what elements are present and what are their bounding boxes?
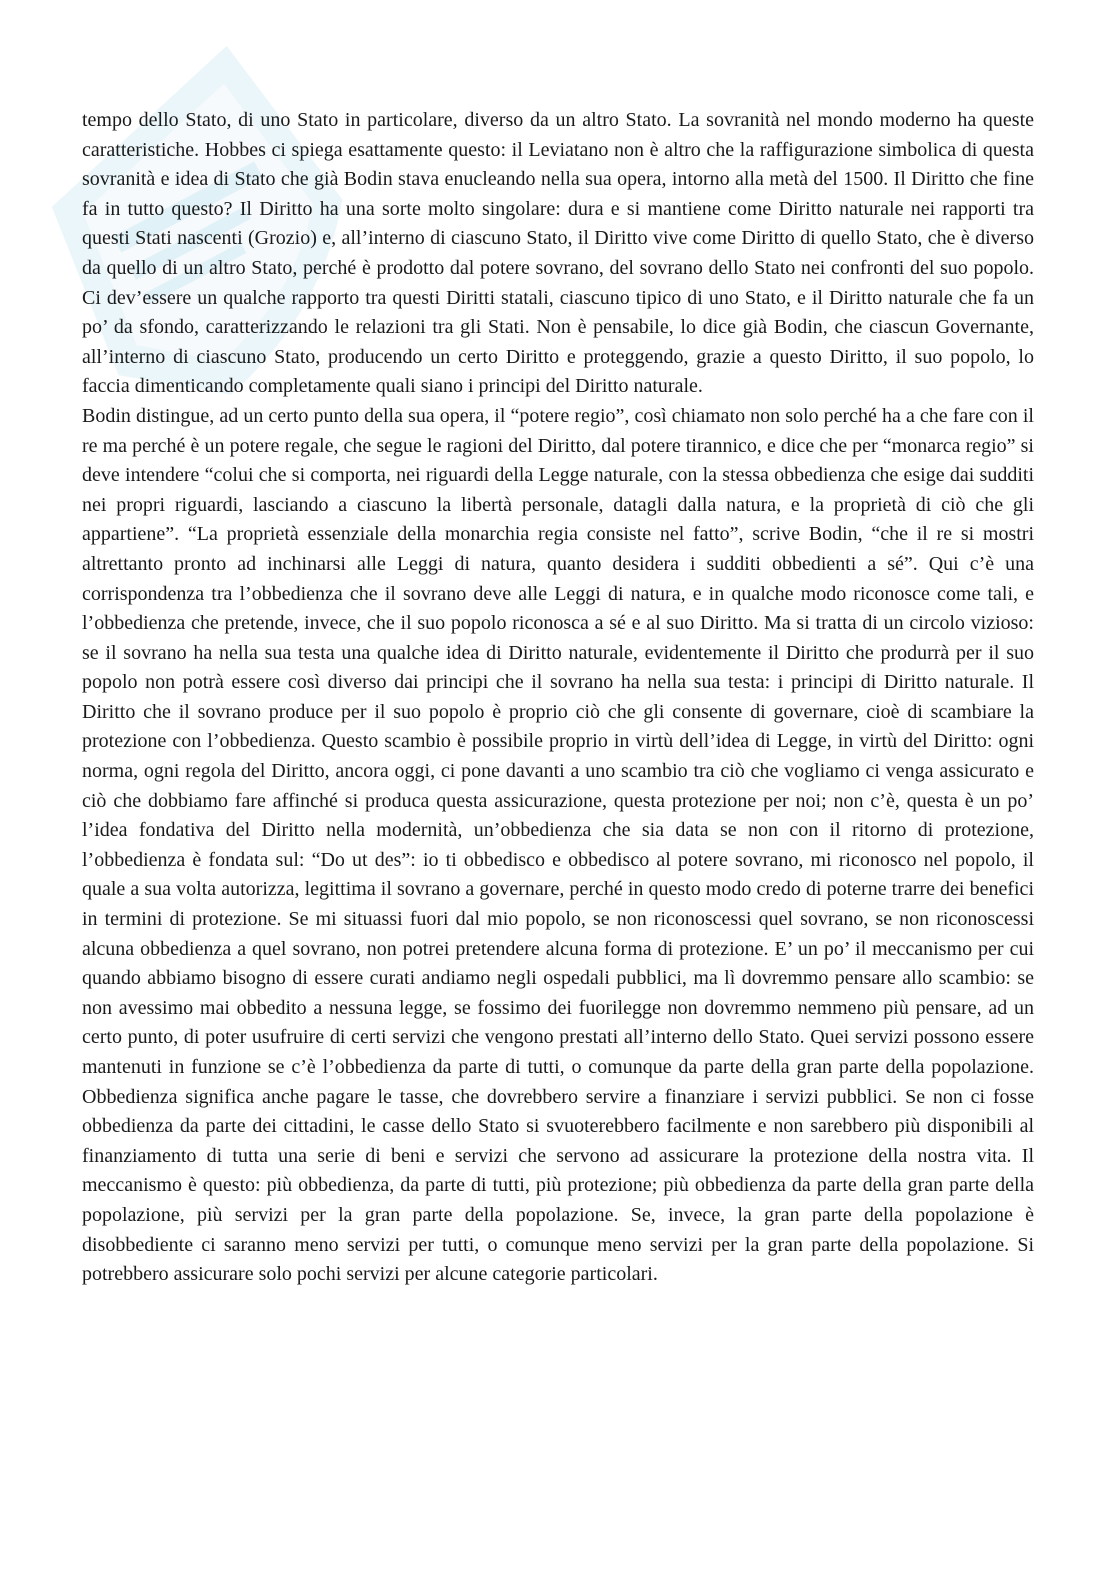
paragraph-2: Bodin distingue, ad un certo punto della sua opera, il “potere regio”, così chiamato non solo perché ha a che fare con il re ma perché è un potere regale, che segue le ragioni del Diritto, dal potere tirannico, e dice che per “monarca regio” si deve intendere “colui che si comporta, nei riguardi della Legge naturale, con la stessa obbedienza che esige dai sudditi nei propri riguardi, lasciando a ciascuno la libertà personale, datagli dalla natura, e la proprietà di ciò che gli appartiene”. “La proprietà essenziale della monarchia regia consiste nel fatto”, scrive Bodin, “che il re si mostri altrettanto pronto ad inchinarsi alle Leggi di natura, quanto desidera i sudditi obbedienti a sé”. Qui c’è una corrispondenza tra l’obbedienza che il sovrano deve alle Leggi di natura, e in qualche modo riconosce come tali, e l’obbedienza che pretende, invece, che il suo popolo riconosca a sé e al suo Diritto. Ma si tratta di un circolo vizioso: se il sovrano ha nella sua testa una qualche idea di Diritto naturale, evidentemente il Diritto che produrrà per il suo popolo non potrà essere così diverso dai principi che il sovrano ha nella sua testa: i principi di Diritto naturale. Il Diritto che il sovrano produce per il suo popolo è proprio ciò che gli consente di governare, cioè di scambiare la protezione con l’obbedienza. Questo scambio è possibile proprio in virtù dell’idea di Legge, in virtù del Diritto: ogni norma, ogni regola del Diritto, ancora oggi, ci pone davanti a uno scambio tra ciò che vogliamo ci venga assicurato e ciò che dobbiamo fare affinché si produca questa assicurazione, questa protezione per noi; non c’è, questa è un po’ l’idea fondativa del Diritto nella modernità, un’obbedienza che sia data se non con il ritorno di protezione, l’obbedienza è fondata sul: “Do ut des”: io ti obbedisco e obbedisco al potere sovrano, mi riconosco nel popolo, il quale a sua volta autorizza, legittima il sovrano a governare, perché in questo modo credo di poterne trarre dei benefici in termini di protezione. Se mi situassi fuori dal mio popolo, se non riconoscessi quel sovrano, se non riconoscessi alcuna obbedienza a quel sovrano, non potrei pretendere alcuna forma di protezione. E’ un po’ il meccanismo per cui quando abbiamo bisogno di essere curati andiamo negli ospedali pubblici, ma lì dovremmo pensare allo scambio: se non avessimo mai obbedito a nessuna legge, se fossimo dei fuorilegge non dovremmo nemmeno più pensare, ad un certo punto, di poter usufruire di certi servizi che vengono prestati all’interno dello Stato. Quei servizi possono essere mantenuti in funzione se c’è l’obbedienza da parte di tutti, o comunque da parte della gran parte della popolazione. Obbedienza significa anche pagare le tasse, che dovrebbero servire a finanziare i servizi pubblici. Se non ci fosse obbedienza da parte dei cittadini, le casse dello Stato si svuoterebbero facilmente e non sarebbero più disponibili al finanziamento di tutta una serie di beni e servizi che servono ad assicurare la protezione della nostra vita. Il meccanismo è questo: più obbedienza, da parte di tutti, più protezione; più obbedienza da parte della gran parte della popolazione, più servizi per la gran parte della popolazione. Se, invece, la gran parte della popolazione è disobbediente ci saranno meno servizi per tutti, o comunque meno servizi per la gran parte della popolazione. Si potrebbero assicurare solo pochi servizi per alcune categorie particolari. bbox=[82, 404, 1034, 1286]
paragraph-1: tempo dello Stato, di uno Stato in particolare, diverso da un altro Stato. La sovranità nel mondo moderno ha queste caratteristiche. Hobbes ci spiega esattamente questo: il Leviatano non è altro che la raffigurazione simbolica di questa sovranità e idea di Stato che già Bodin stava enucleando nella sua opera, intorno alla metà del 1500. Il Diritto che fine fa in tutto questo? Il Diritto ha una sorte molto singolare: dura e si mantiene come Diritto naturale nei rapporti tra questi Stati nascenti (Grozio) e, all’interno di ciascuno Stato, il Diritto vive come Diritto di quello Stato, che è diverso da quello di un altro Stato, perché è prodotto dal potere sovrano, del sovrano dello Stato nei confronti del suo popolo. Ci dev’essere un qualche rapporto tra questi Diritti statali, ciascuno tipico di uno Stato, e il Diritto naturale che fa un po’ da sfondo, caratterizzando le relazioni tra gli Stati. Non è pensabile, lo dice già Bodin, che ciascun Governante, all’interno di ciascuno Stato, producendo un certo Diritto e proteggendo, grazie a questo Diritto, il suo popolo, lo faccia dimenticando completamente quali siano i principi del Diritto naturale. bbox=[82, 109, 1034, 398]
body-text bbox=[82, 106, 1034, 1290]
